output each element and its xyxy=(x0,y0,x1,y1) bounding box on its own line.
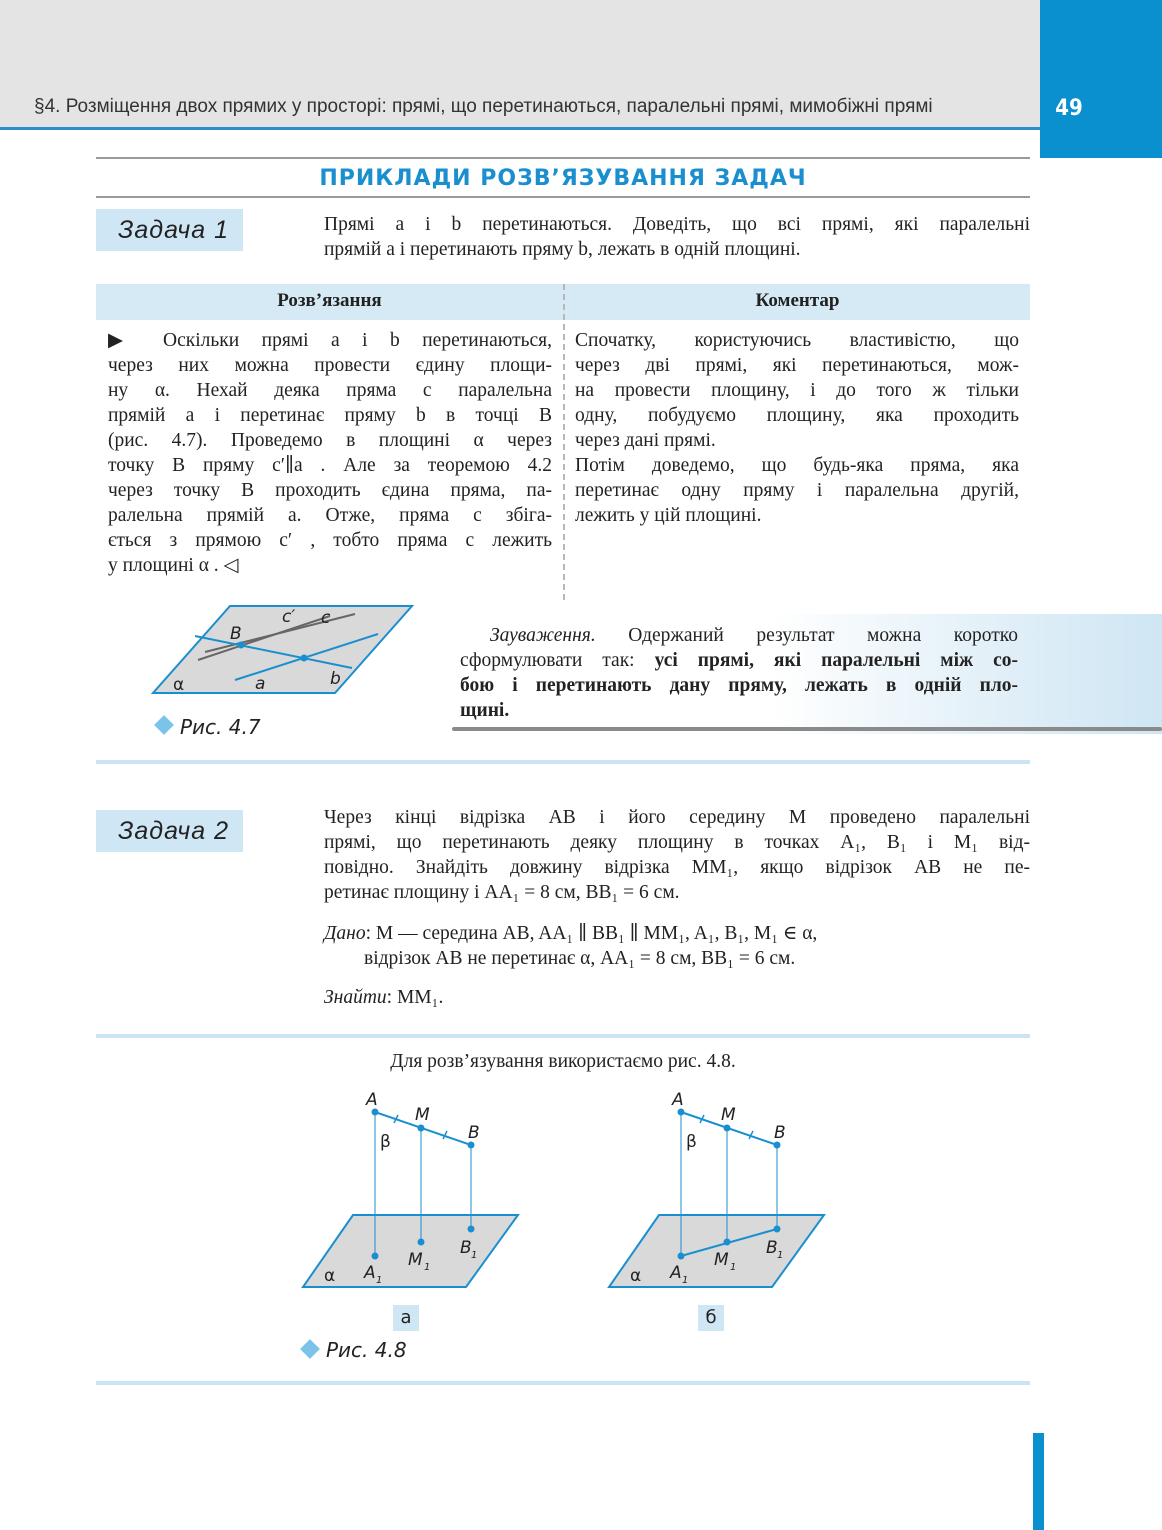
page-number-tab xyxy=(1040,0,1162,158)
solution-line: ну α. Нехай деяка пряма c паралельна xyxy=(108,380,552,401)
given-text-1: : M — середина AB, AA₁ ∥ BB₁ ∥ MM₁, A₁, B₁, M₁ ∈ α, xyxy=(365,923,818,944)
comment-line: через дані прямі. xyxy=(575,430,716,451)
task-2-end-rule xyxy=(96,1381,1030,1385)
given-label: Дано xyxy=(324,923,366,944)
comment-line: перетинає одну пряму і паралельна другій, xyxy=(575,480,1019,501)
label-B1-subscript: 1 xyxy=(777,1250,784,1261)
solution-line: точку B пряму c′∥a . Але за теоремою 4.2 xyxy=(108,455,552,476)
task-2-statement-line: прямі, що перетинають деяку площину в точках A₁, B₁ і M₁ від- xyxy=(324,832,1030,853)
point-A1 xyxy=(372,1253,379,1260)
solution-line: через них можна провести єдину площи- xyxy=(108,355,552,376)
solution-line: ється з прямою c′ , тобто пряма c лежить xyxy=(108,530,552,551)
remark-underline xyxy=(452,727,1162,731)
header-underline xyxy=(0,127,1040,130)
solution-intro: Для розв’язування використаємо рис. 4.8. xyxy=(390,1051,736,1072)
label-beta: β xyxy=(686,1132,697,1152)
label-A: A xyxy=(672,1090,684,1110)
find-value: : MM₁. xyxy=(386,987,444,1008)
point-A1 xyxy=(678,1253,685,1260)
figure-4-8-caption: Рис. 4.8 xyxy=(326,1338,407,1362)
comment-line: одну, побудуємо площину, яка проходить xyxy=(575,405,1019,426)
task-2-statement-rule xyxy=(96,1034,1030,1038)
label-A1-subscript: 1 xyxy=(376,1275,383,1286)
label-M1: M xyxy=(408,1250,423,1270)
label-A1: A xyxy=(364,1263,376,1283)
solution-column-header: Розв’язання xyxy=(277,290,382,311)
remark-line-4: щині. xyxy=(460,700,510,721)
label-A1-subscript: 1 xyxy=(682,1275,689,1286)
given-line-2: відрізок AB не перетинає α, AA₁ = 8 см, BB₁ = 6 см. xyxy=(364,948,796,969)
solution-text xyxy=(108,328,552,578)
figure-4-8b-label: б xyxy=(698,1305,724,1331)
comment-line: через дві прямі, які перетинаються, мож- xyxy=(575,355,1019,376)
label-A: A xyxy=(366,1090,378,1110)
comment-line: Спочатку, користуючись властивістю, що xyxy=(575,330,1019,351)
label-M: M xyxy=(415,1105,430,1125)
given-block xyxy=(324,921,1030,971)
remark-line-3: бою і перетинають дану пряму, лежать в одній пло- xyxy=(460,675,1018,696)
label-B1: B xyxy=(766,1238,778,1258)
label-c: c xyxy=(321,608,331,628)
figure-4-8a xyxy=(300,1085,525,1297)
remark-line-2-normal: сформулювати так: xyxy=(460,650,655,671)
point-B1 xyxy=(774,1226,781,1233)
task-1-label: Задача 1 xyxy=(96,209,243,251)
solution-line: (рис. 4.7). Проведемо в площині α через xyxy=(108,430,552,451)
solution-line: через точку B проходить єдина пряма, па- xyxy=(108,480,552,501)
section-title: ПРИКЛАДИ РОЗВ’ЯЗУВАННЯ ЗАДАЧ xyxy=(319,166,807,191)
comment-line: Потім доведемо, що будь-яка пряма, яка xyxy=(575,455,1019,476)
task-1-statement-line: Прямі a і b перетинаються. Доведіть, що всі прямі, які паралельні xyxy=(324,214,1030,235)
figure-4-8b xyxy=(606,1085,831,1297)
label-M1: M xyxy=(714,1250,729,1270)
remark-lead: Зауваження. xyxy=(490,625,596,646)
label-B: B xyxy=(774,1123,786,1143)
task-2-statement xyxy=(324,805,1030,905)
remark-line-2-bold: усі прямі, які паралельні між со- xyxy=(654,650,1018,671)
label-a: a xyxy=(255,674,266,694)
remark-line-1 xyxy=(460,623,1018,648)
point-M1 xyxy=(724,1239,731,1246)
label-alpha: α xyxy=(173,675,185,695)
label-b: b xyxy=(330,669,341,689)
label-B: B xyxy=(230,624,242,644)
section-bottom-rule xyxy=(96,196,1030,198)
task-1-statement xyxy=(324,212,1030,262)
solution-line: ▶ Оскільки прямі a і b перетинаються, xyxy=(108,330,552,351)
remark-line-2 xyxy=(460,648,1018,673)
task-2-label: Задача 2 xyxy=(96,810,243,852)
task-2-statement-line: повідно. Знайдіть довжину відрізка MM₁, якщо відрізок AB не пе- xyxy=(324,857,1030,878)
caption-diamond-icon xyxy=(154,715,174,735)
comment-column-header: Коментар xyxy=(755,290,840,311)
point-M xyxy=(418,1125,425,1132)
remark-lead-text: Одержаний результат можна коротко xyxy=(595,625,1018,646)
comment-text xyxy=(575,328,1019,528)
label-B: B xyxy=(468,1123,480,1143)
chapter-title: §4. Розміщення двох прямих у просторі: прямі, що перетинаються, паралельні прямі, мимобіжні прямі xyxy=(34,96,933,117)
task-1-statement-line: прямій a і перетинають пряму b, лежать в одній площині. xyxy=(324,239,801,260)
task-2-statement-line: ретинає площину і AA₁ = 8 см, BB₁ = 6 см. xyxy=(324,882,680,903)
label-beta: β xyxy=(380,1132,391,1152)
table-column-divider xyxy=(563,284,565,600)
label-M: M xyxy=(721,1105,736,1125)
label-A1: A xyxy=(670,1263,682,1283)
point-intersection xyxy=(301,655,308,662)
point-M xyxy=(724,1125,731,1132)
point-B1 xyxy=(468,1226,475,1233)
label-c-prime: c′ xyxy=(282,607,296,627)
label-M1-subscript: 1 xyxy=(424,1262,431,1273)
find-block xyxy=(324,985,1030,1010)
find-label: Знайти xyxy=(324,987,387,1008)
task-1-end-rule xyxy=(96,760,1030,764)
label-alpha: α xyxy=(324,1266,336,1286)
page-edge-marker xyxy=(1033,1433,1044,1530)
label-alpha: α xyxy=(630,1266,642,1286)
remark-text xyxy=(460,623,1018,723)
label-B1: B xyxy=(460,1238,472,1258)
comment-line: лежить у цій площині. xyxy=(575,505,762,526)
page-number: 49 xyxy=(1055,96,1083,121)
figure-4-8a-label: а xyxy=(393,1305,419,1331)
given-line-1 xyxy=(324,921,1030,946)
caption-diamond-icon xyxy=(300,1339,320,1359)
solution-line: прямій a і перетинає пряму b в точці B xyxy=(108,405,552,426)
task-2-statement-line: Через кінці відрізка AB і його середину M проведено паралельні xyxy=(324,807,1030,828)
label-M1-subscript: 1 xyxy=(730,1262,737,1273)
comment-line: на провести площину, і до того ж тільки xyxy=(575,380,1019,401)
figure-4-7 xyxy=(140,600,430,700)
solution-line: у площині α . ◁ xyxy=(108,555,239,576)
figure-4-7-caption: Рис. 4.7 xyxy=(180,715,261,739)
point-M1 xyxy=(418,1239,425,1246)
solution-line: ралельна прямій a. Отже, пряма c збіга- xyxy=(108,505,552,526)
label-B1-subscript: 1 xyxy=(471,1250,478,1261)
section-top-rule xyxy=(96,157,1030,159)
